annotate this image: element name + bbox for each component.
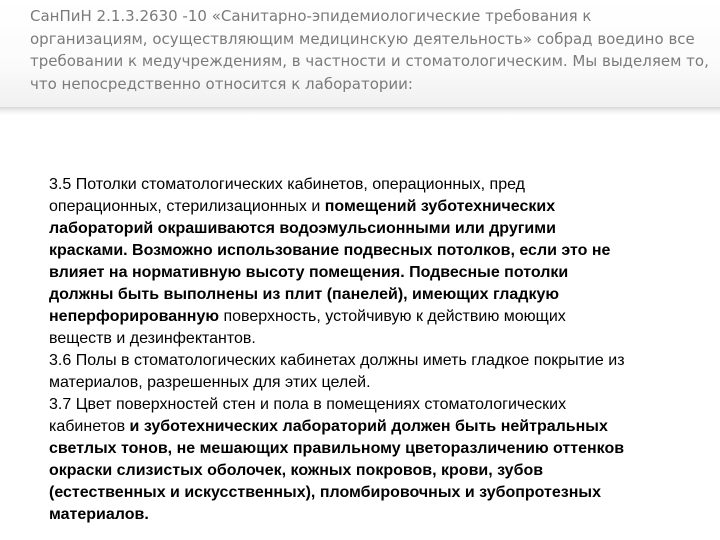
text-run: кабинетов (49, 418, 130, 435)
excerpt-line (49, 240, 709, 262)
excerpt-line (49, 196, 709, 218)
bold-run: влияет на нормативную высоту помещения. Подвесные потолки (49, 264, 569, 281)
text-run: 3.6 Полы в стоматологических кабинетах должны иметь гладкое покрытие из (49, 352, 625, 369)
sanpin-excerpt (49, 174, 709, 526)
excerpt-line (49, 262, 709, 284)
bold-run: лабораторий окрашиваются водоэмульсионными или другими (49, 220, 556, 237)
excerpt-line (49, 174, 709, 196)
header-line: требовании к медучреждениям, в частности и стоматологическим. Мы выделяем то, (30, 52, 709, 70)
excerpt-line (49, 460, 709, 482)
excerpt-line (49, 504, 709, 526)
excerpt-line (49, 482, 709, 504)
header-divider (0, 107, 720, 115)
text-run: материалов, разрешенных для этих целей. (49, 374, 371, 391)
bold-run: красками. Возможно использование подвесных потолков, если это не (49, 242, 611, 259)
excerpt-line (49, 218, 709, 240)
bold-run: окраски слизистых оболочек, кожных покровов, крови, зубов (49, 462, 544, 479)
excerpt-line (49, 438, 709, 460)
excerpt-line (49, 416, 709, 438)
bold-run: должны быть выполнены из плит (панелей), имеющих гладкую (49, 286, 560, 303)
bold-run: и зуботехнических лабораторий должен быть нейтральных (129, 418, 608, 435)
header-line: организациям, осуществляющим медицинскую деятельность» собрад воедино все (30, 29, 695, 48)
excerpt-line (49, 372, 709, 394)
excerpt-line (49, 350, 709, 372)
excerpt-line (49, 394, 709, 416)
excerpt-line (49, 328, 709, 350)
text-run: веществ и дезинфектантов. (49, 330, 256, 347)
bold-run: помещений зуботехнических (324, 198, 556, 215)
header-line: что непосредственно относится к лаборатории: (30, 74, 413, 93)
bold-run: (естественных и искусственных), пломбировочных и зубопротезных (49, 484, 601, 501)
text-run: операционных, стерилизационных и (49, 198, 325, 215)
excerpt-line (49, 284, 709, 306)
text-run: поверхность, устойчивую к действию моющих (219, 308, 566, 325)
slide-header (0, 0, 720, 107)
bold-run: неперфорированную (49, 308, 220, 325)
text-run: 3.7 Цвет поверхностей стен и пола в помещениях стоматологических (49, 396, 567, 413)
bold-run: материалов. (49, 506, 149, 523)
header-line: СанПиН 2.1.3.2630 -10 «Санитарно-эпидемиологические требования к (30, 7, 592, 25)
excerpt-line (49, 306, 709, 328)
header-paragraph (30, 5, 720, 95)
bold-run: светлых тонов, не мешающих правильному цветоразличению оттенков (49, 440, 625, 457)
text-run: 3.5 Потолки стоматологических кабинетов, операционных, пред (49, 176, 525, 193)
